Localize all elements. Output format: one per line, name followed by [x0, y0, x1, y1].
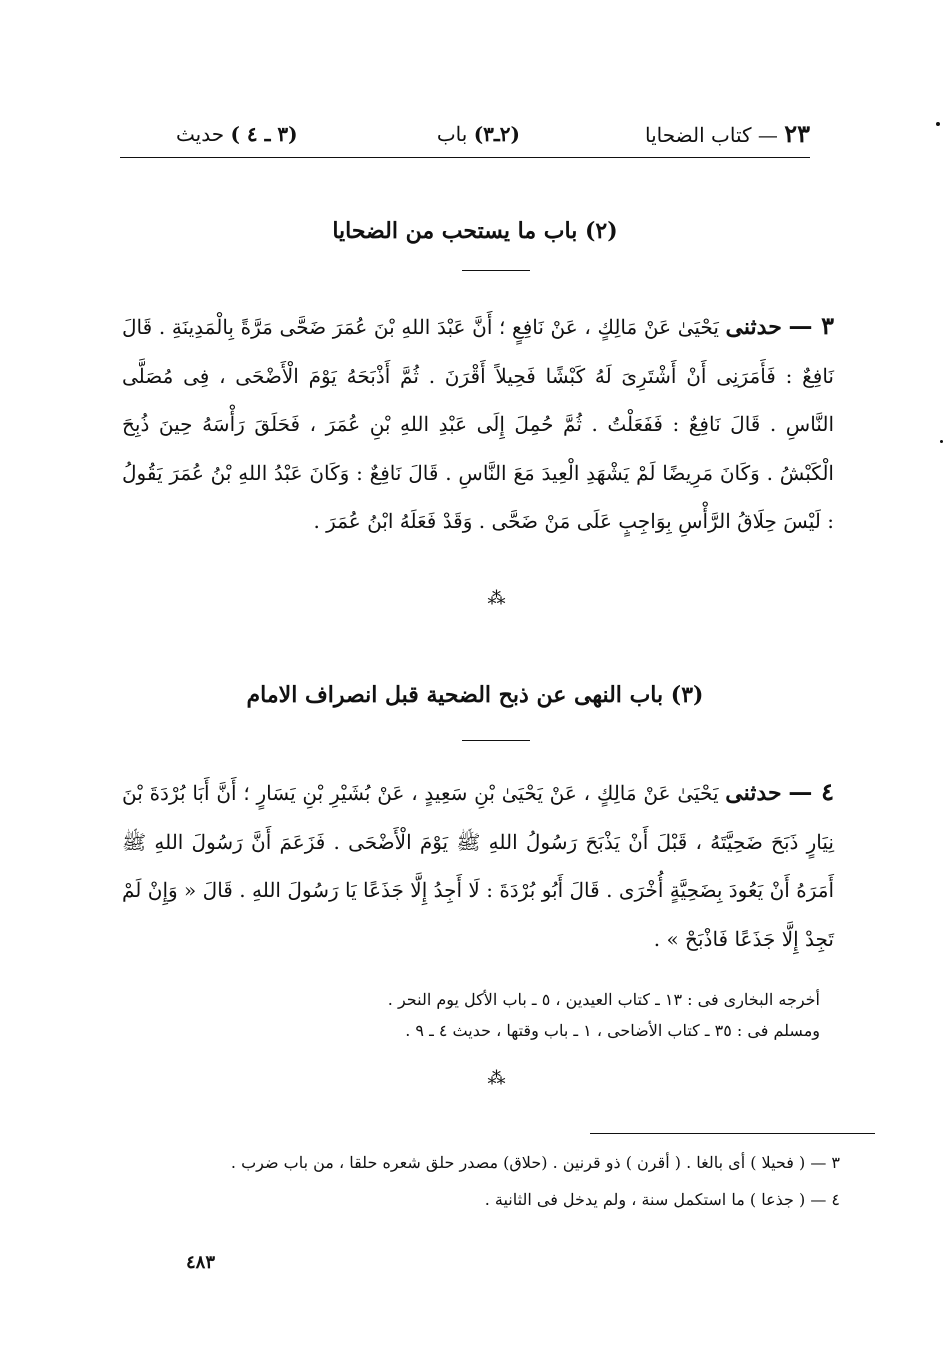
hadith-number: ٤ —	[788, 777, 834, 806]
page-number: ٤٨٣	[186, 1252, 216, 1273]
heading-rule	[462, 740, 530, 741]
header-book-title	[645, 114, 810, 155]
references-block	[200, 984, 830, 1046]
footnote-line: ٣ — ( فحيلا ) أى بالغا . ( أقرن ) ذو قرنين . (حلاق) مصدر حلق شعره حلقا ، من باب ضرب .	[230, 1153, 840, 1172]
hadith-text: يَحْيَىٰ عَنْ مَالِكٍ ، عَنْ نَافِعٍ ؛ أَنَّ عَبْدَ اللهِ بْنَ عُمَرَ ضَحَّى مَرَّةً بِالْمَدِينَةِ . قَالَ نَافِعٌ : فَأَمَرَنِى أَنْ أَشْتَرِىَ لَهُ كَبْشًا فَحِيلاً أَقْرَنَ . ثُمَّ أَذْبَحَهُ يَوْمَ الْأَضْحَى ، فِى مُصَلَّى النَّاسِ . قَالَ نَافِعٌ : فَفَعَلْتُ . ثُمَّ حُمِلَ إِلَى عَبْدِ اللهِ بْنِ عُمَرَ ، فَحَلَقَ رَأْسَهُ حِينَ ذُبِحَ الْكَبْشُ . وَكَانَ مَرِيضًا لَمْ يَشْهَدِ الْعِيدَ مَعَ النَّاسِ . قَالَ نَافِعٌ : وَكَانَ عَبْدُ اللهِ بْنُ عُمَرَ يَقُولُ : لَيْسَ حِلَاقُ الرَّأْسِ بِوَاجِبٍ عَلَى مَنْ ضَحَّى . وَقَدْ فَعَلَهُ ابْنُ عُمَرَ .	[122, 315, 834, 533]
hadith-paragraph	[122, 302, 834, 546]
header-bab	[437, 114, 520, 154]
section-divider: ⁂	[487, 1068, 503, 1089]
footnotes-block	[120, 1144, 840, 1218]
section-divider: ⁂	[487, 588, 503, 609]
header-hadith-number: (٣ ـ ٤ )	[230, 122, 298, 146]
header-book-number: ٢٣	[784, 119, 810, 148]
hadith-opening: حدثنى	[725, 314, 782, 340]
header-hadith-word: حديث	[176, 122, 225, 146]
footnote-line: ٤ — ( جذعا ) ما استكمل سنة ، ولم يدخل فى الثانية .	[484, 1190, 840, 1209]
header-bab-number: (٢ـ٣)	[473, 122, 520, 146]
heading-rule	[462, 270, 530, 271]
scan-mark	[940, 440, 943, 443]
header-book-name: — كتاب الضحايا	[645, 123, 778, 147]
hadith-text: يَحْيَىٰ عَنْ مَالِكٍ ، عَنْ يَحْيَىٰ بْنِ سَعِيدٍ ، عَنْ بُشَيْرِ بْنِ يَسَارٍ ؛ أَنَّ أَبَا بُرْدَةَ بْنَ نِيَارٍ ذَبَحَ ضَحِيَّتَهُ ، قَبْلَ أَنْ يَذْبَحَ رَسُولُ اللهِ ﷺ يَوْمَ الْأَضْحَى . فَزَعَمَ أَنَّ رَسُولَ اللهِ ﷺ أَمَرَهُ أَنْ يَعُودَ بِضَحِيَّةٍ أُخْرَى . قَالَ أَبُو بُرْدَةَ : لَا أَجِدُ إِلَّا جَذَعًا يَا رَسُولَ اللهِ . قَالَ « وَإِنْ لَمْ تَجِدْ إِلَّا جَذَعًا فَاذْبَحْ » .	[122, 781, 834, 951]
scan-mark	[936, 122, 940, 126]
reference-line: أخرجه البخارى فى : ١٣ ـ كتاب العيدين ، ٥ ـ باب الأكل يوم النحر .	[387, 990, 820, 1009]
reference-line: ومسلم فى : ٣٥ ـ كتاب الأضاحى ، ١ ـ باب وقتها ، حديث ٤ ـ ٩ .	[405, 1021, 820, 1040]
chapter-heading: (٣) باب النهى عن ذبح الضحية قبل انصراف الامام	[246, 682, 704, 708]
running-header	[120, 114, 810, 154]
hadith-opening: حدثنى	[725, 780, 782, 806]
chapter-heading: (٢) باب ما يستحب من الضحايا	[332, 218, 618, 244]
header-bab-word: باب	[436, 122, 468, 146]
hadith-number: ٣ —	[788, 311, 834, 340]
header-hadith	[176, 114, 298, 154]
header-rule	[120, 157, 810, 158]
footnote-rule	[590, 1133, 875, 1134]
hadith-paragraph	[122, 768, 834, 963]
